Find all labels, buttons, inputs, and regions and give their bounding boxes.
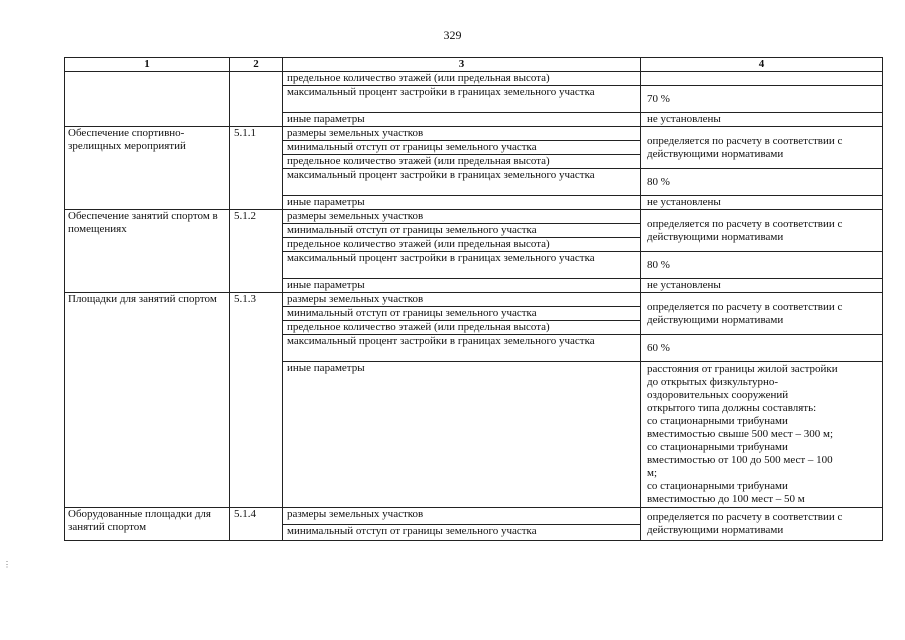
table-row [65, 72, 883, 86]
group-name-cell: Оборудованные площадки для занятий спортом [65, 508, 230, 541]
regulations-table [64, 57, 883, 541]
value-cell: 60 % [641, 335, 883, 362]
param-cell: предельное количество этажей (или предельная высота) [283, 321, 641, 335]
group-code-cell: 5.1.3 [230, 293, 283, 508]
header-col-4: 4 [641, 58, 883, 72]
value-cell: не установлены [641, 279, 883, 293]
value-cell: определяется по расчету в соответствии с действующими нормативами [641, 127, 883, 169]
group-name-cell: Обеспечение занятий спортом в помещениях [65, 210, 230, 293]
param-cell: минимальный отступ от границы земельного участка [283, 141, 641, 155]
param-cell: минимальный отступ от границы земельного участка [283, 307, 641, 321]
value-cell: 80 % [641, 252, 883, 279]
group-name-cell [65, 72, 230, 127]
param-cell: максимальный процент застройки в границах земельного участка [283, 86, 641, 113]
value-cell: не установлены [641, 196, 883, 210]
value-cell: определяется по расчету в соответствии с действующими нормативами [641, 508, 883, 541]
value-cell: 80 % [641, 169, 883, 196]
param-cell: максимальный процент застройки в границах земельного участка [283, 169, 641, 196]
value-cell: 70 % [641, 86, 883, 113]
group-code-cell [230, 72, 283, 127]
header-row [65, 58, 883, 72]
param-cell: максимальный процент застройки в границах земельного участка [283, 335, 641, 362]
value-line: вместимостью свыше 500 мест – 300 м; [647, 428, 834, 440]
group-code-cell: 5.1.4 [230, 508, 283, 541]
value-line: м; [647, 467, 658, 479]
header-col-2: 2 [230, 58, 283, 72]
scan-edge-mark: ⋮ [3, 560, 11, 569]
value-cell [641, 72, 883, 86]
group-code-cell: 5.1.1 [230, 127, 283, 210]
param-cell: иные параметры [283, 362, 641, 508]
value-line: расстояния от границы жилой застройки [647, 363, 838, 375]
value-line: до открытых физкультурно- [647, 376, 779, 388]
param-cell: размеры земельных участков [283, 210, 641, 224]
param-cell: размеры земельных участков [283, 127, 641, 141]
param-cell: размеры земельных участков [283, 293, 641, 307]
table-row [65, 127, 883, 141]
param-cell: иные параметры [283, 196, 641, 210]
group-name-cell: Площадки для занятий спортом [65, 293, 230, 508]
page-number: 329 [443, 28, 462, 42]
param-cell: предельное количество этажей (или предельная высота) [283, 238, 641, 252]
value-line: со стационарными трибунами [647, 480, 788, 492]
header-col-1: 1 [65, 58, 230, 72]
param-cell: минимальный отступ от границы земельного участка [283, 524, 641, 541]
group-name-cell: Обеспечение спортивно-зрелищных мероприятий [65, 127, 230, 210]
param-cell: иные параметры [283, 279, 641, 293]
param-cell: размеры земельных участков [283, 508, 641, 525]
param-cell: минимальный отступ от границы земельного участка [283, 224, 641, 238]
header-col-3: 3 [283, 58, 641, 72]
value-cell: определяется по расчету в соответствии с действующими нормативами [641, 210, 883, 252]
distance-requirements-cell [641, 362, 883, 508]
param-cell: предельное количество этажей (или предельная высота) [283, 155, 641, 169]
group-code-cell: 5.1.2 [230, 210, 283, 293]
value-line: со стационарными трибунами [647, 415, 788, 427]
value-line: оздоровительных сооружений [647, 389, 789, 401]
param-cell: максимальный процент застройки в границах земельного участка [283, 252, 641, 279]
param-cell: предельное количество этажей (или предельная высота) [283, 72, 641, 86]
value-line: открытого типа должны составлять: [647, 402, 817, 414]
value-cell: не установлены [641, 113, 883, 127]
value-line: вместимостью от 100 до 500 мест – 100 [647, 454, 833, 466]
value-line: вместимостью до 100 мест – 50 м [647, 493, 805, 505]
value-line: со стационарными трибунами [647, 441, 788, 453]
value-cell: определяется по расчету в соответствии с действующими нормативами [641, 293, 883, 335]
param-cell: иные параметры [283, 113, 641, 127]
table-row [65, 293, 883, 307]
table-row [65, 210, 883, 224]
table-row [65, 508, 883, 525]
